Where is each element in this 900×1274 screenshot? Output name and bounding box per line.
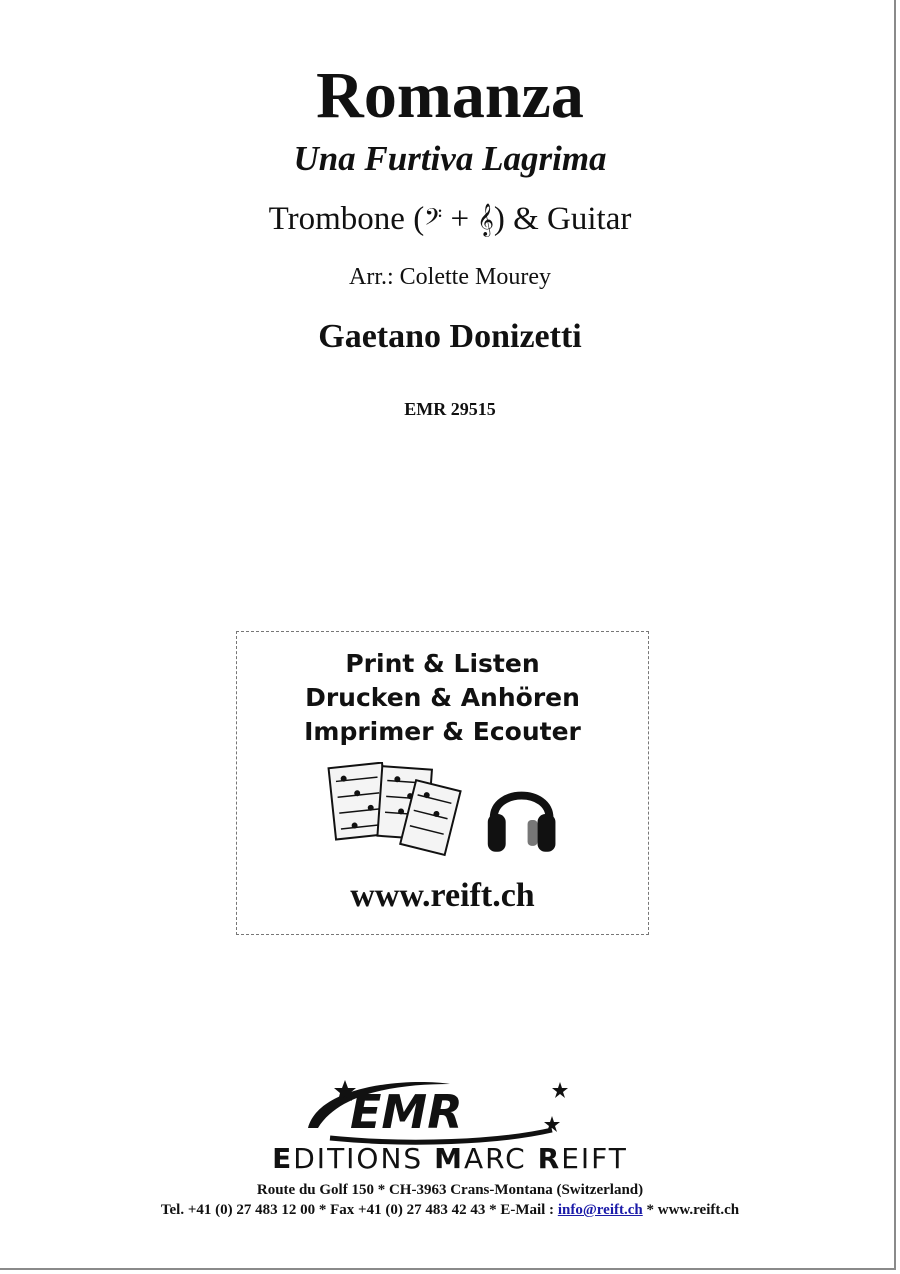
publisher-name-part: R	[537, 1142, 562, 1175]
publisher-address: Route du Golf 150 * CH-3963 Crans-Montana (Switzerland)	[256, 1182, 644, 1198]
sheet-music-icon	[329, 763, 461, 855]
instrument-suffix: ) & Guitar	[493, 201, 632, 237]
publisher-name	[0, 1141, 900, 1177]
publisher-contact	[0, 1200, 900, 1220]
print-listen-box	[236, 631, 649, 935]
promo-url[interactable]: www.reift.ch	[350, 877, 535, 914]
instrument-prefix: Trombone (	[268, 201, 425, 237]
promo-line-french: Imprimer & Ecouter	[304, 717, 581, 746]
instrumentation	[0, 197, 900, 242]
instrument-plus: +	[442, 201, 478, 237]
contact-phone-fax: Tel. +41 (0) 27 483 12 00 * Fax +41 (0) 27 483 42 43 * E-Mail :	[160, 1202, 558, 1218]
publisher-name-part: ARC	[463, 1142, 538, 1175]
emr-logo	[290, 1076, 580, 1146]
email-link[interactable]: info@reift.ch	[557, 1202, 643, 1218]
contact-website: * www.reift.ch	[642, 1202, 740, 1218]
composer: Gaetano Donizetti	[318, 318, 582, 355]
publisher-name-part: DITIONS	[293, 1142, 435, 1175]
page-title: Romanza	[316, 59, 584, 132]
bass-clef-icon: 𝄢	[424, 203, 443, 236]
logo-text: EMR	[350, 1085, 463, 1139]
publisher-name-part: EIFT	[561, 1142, 628, 1175]
promo-line-english: Print & Listen	[345, 649, 540, 678]
publisher-name-part: M	[434, 1142, 464, 1175]
treble-clef-icon: 𝄞	[477, 203, 494, 236]
arranger: Arr.: Colette Mourey	[349, 264, 551, 290]
publisher-name-part: E	[272, 1142, 294, 1175]
catalog-number: EMR 29515	[404, 399, 496, 419]
promo-icons	[237, 762, 648, 862]
page-subtitle: Una Furtiva Lagrima	[293, 139, 607, 178]
headphones-icon	[488, 796, 556, 852]
promo-line-german: Drucken & Anhören	[305, 683, 580, 712]
